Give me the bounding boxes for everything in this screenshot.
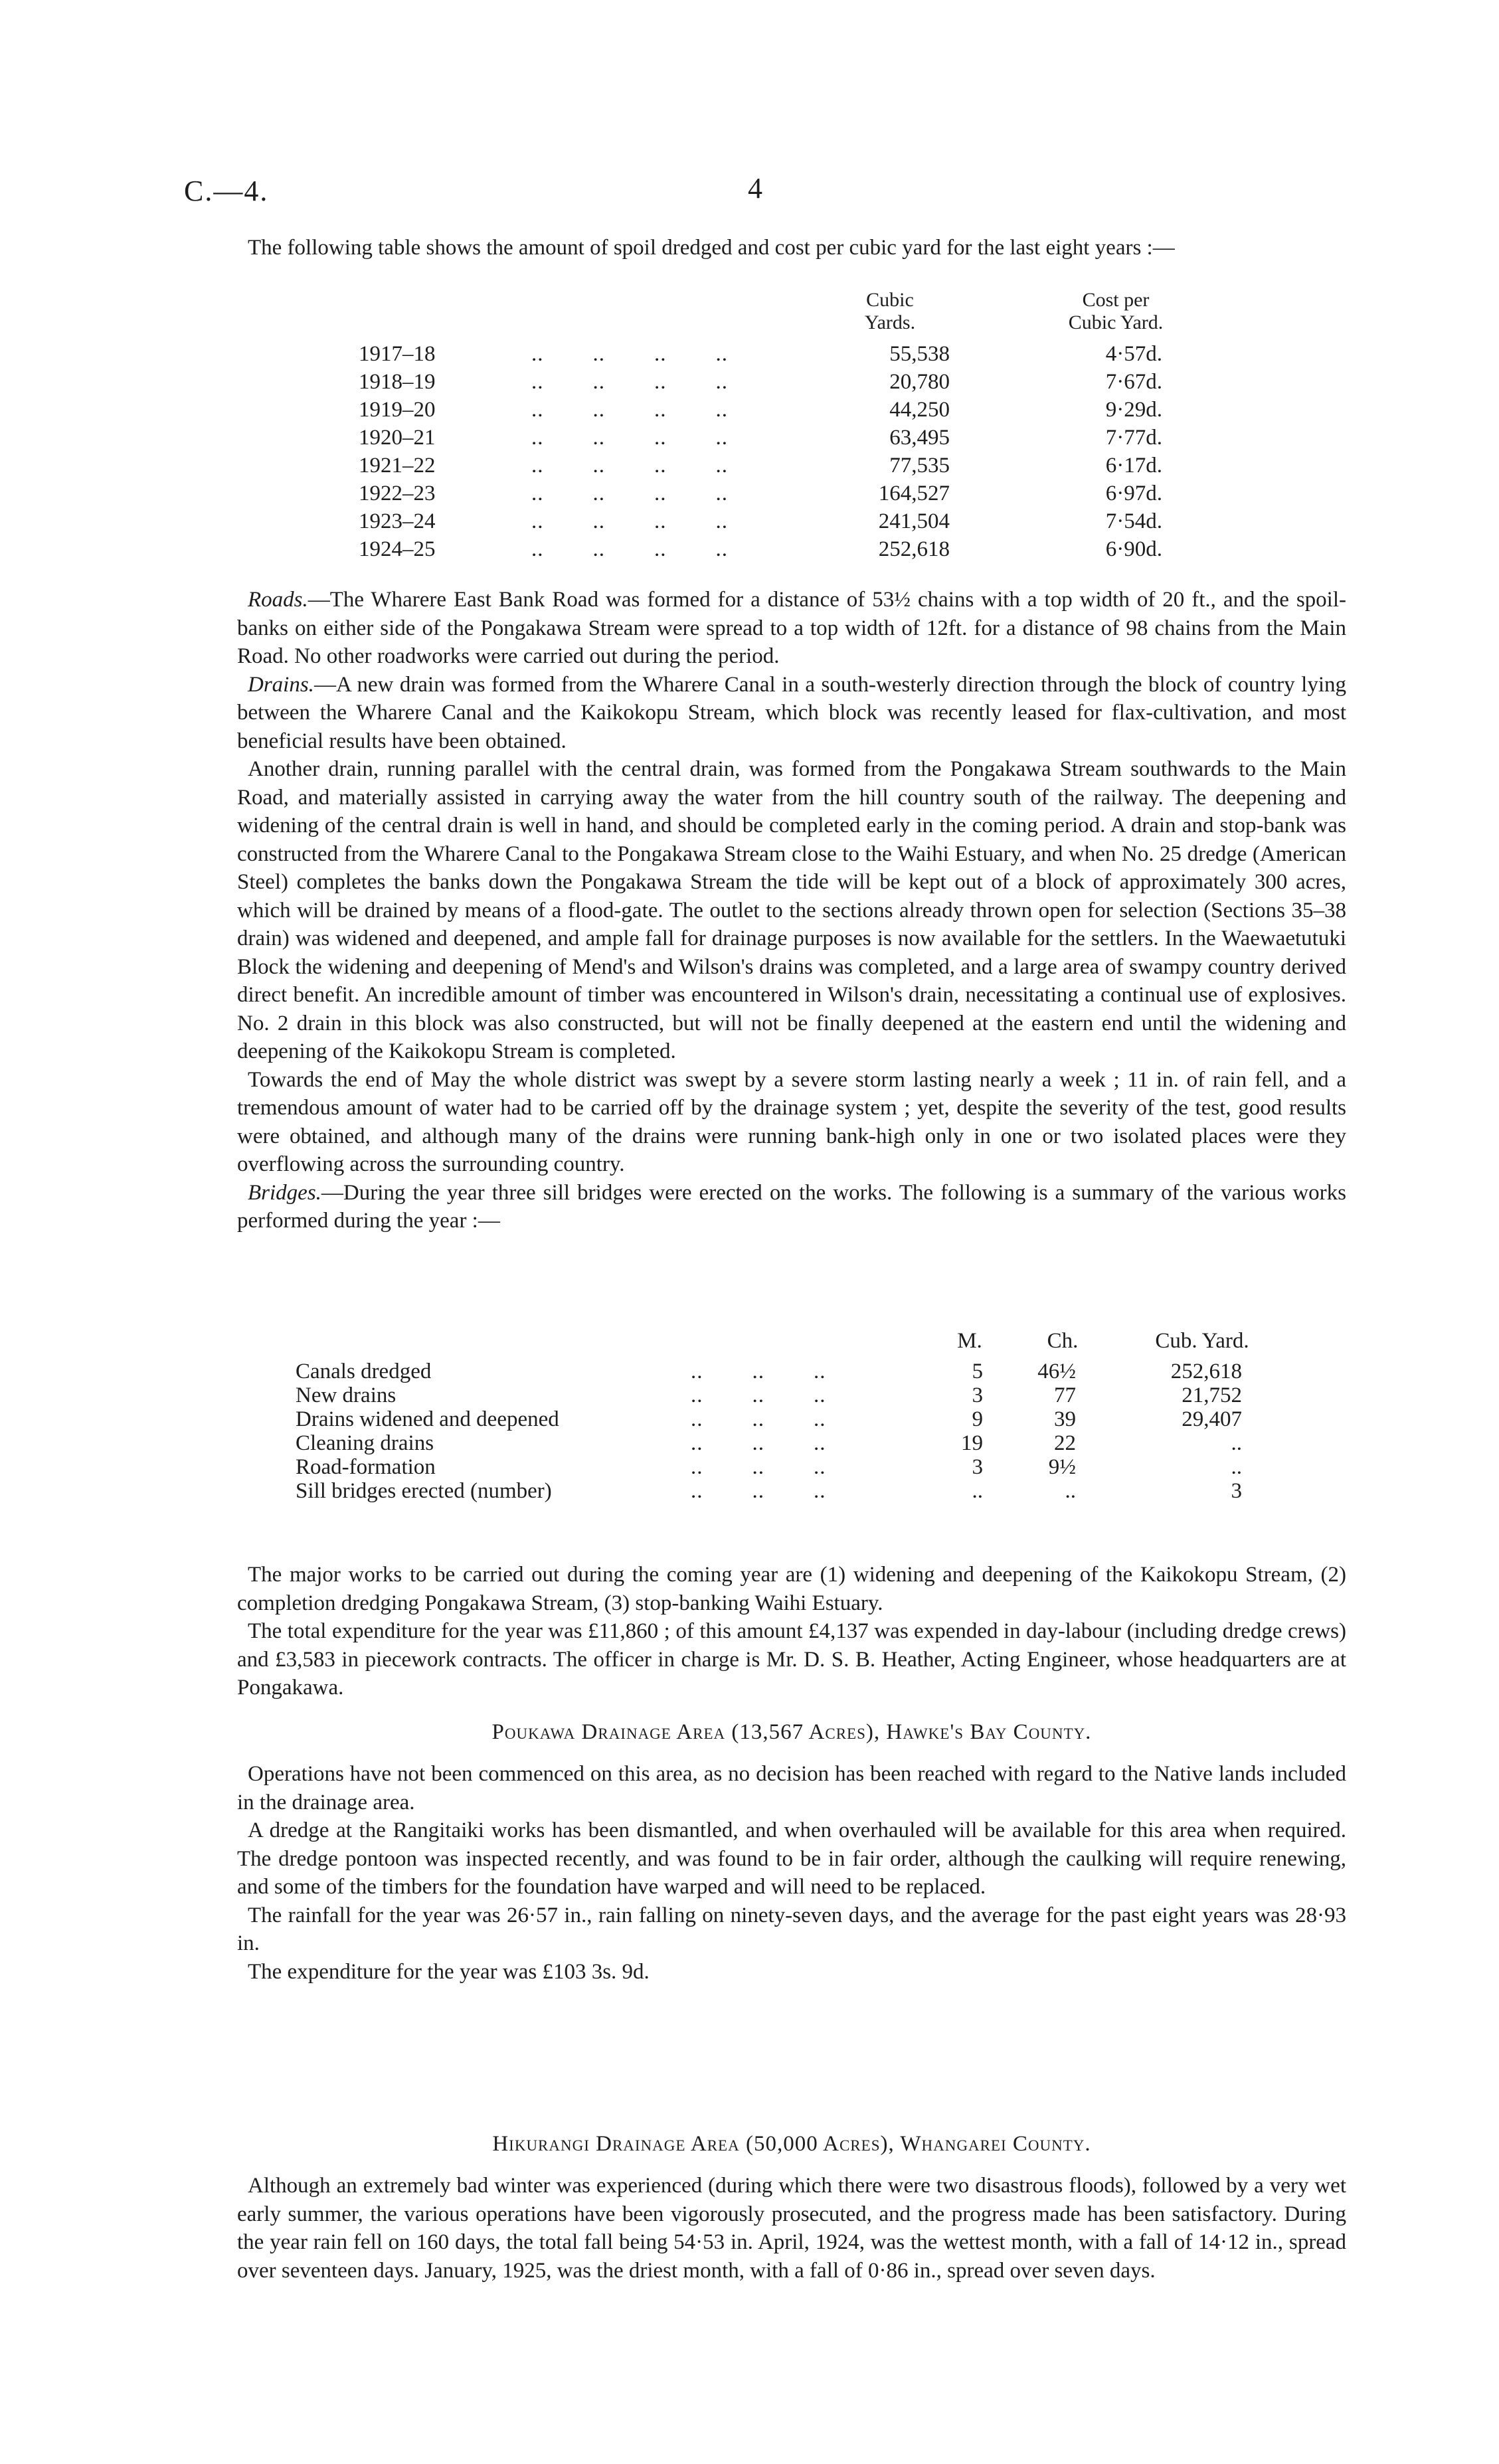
works-miles: 9 [972, 1407, 983, 1431]
works-head-yd [1142, 1327, 1262, 1355]
works-yards: .. [1231, 1455, 1242, 1479]
expenditure-paragraph: The total expenditure for the year was £11,860 ; of this amount £4,137 was expended in day-labour (including dredge crews) and £3,583 in piecework contracts. The officer in charge is Mr. D. S. B. Heather, Acting Engineer, whose headquarters are at Pongakawa. [237, 1619, 1346, 1700]
spoil-year: 1921–22 [359, 454, 436, 478]
works-miles: 5 [972, 1360, 983, 1383]
poukawa-p1: Operations have not been commenced on this area, as no decision has been reached with regard to the Native lands included in the drainage area. [237, 1762, 1346, 1814]
bridges-text: —During the year three sill bridges were erected on the works. The following is a summary of the various works performed during the year :— [237, 1180, 1346, 1233]
drains-label: Drains. [248, 672, 314, 697]
leader-dots: .. .. .. .. [531, 398, 728, 422]
leader-dots: .. .. .. [691, 1431, 826, 1455]
section-code: C.—4. [184, 175, 269, 207]
spoil-year: 1922–23 [359, 482, 436, 505]
bridges-label: Bridges. [248, 1180, 321, 1205]
spoil-yards: 44,250 [889, 398, 950, 422]
works-label: Road-formation [296, 1455, 436, 1479]
spoil-cost: 7·54d. [1105, 509, 1162, 533]
poukawa-p4: The expenditure for the year was £103 3s. 9d. [248, 1959, 650, 1984]
spoil-yards: 164,527 [878, 482, 950, 505]
col-head-line: Cubic [866, 289, 914, 311]
works-chains: .. [1065, 1479, 1076, 1503]
major-works-paragraph: The major works to be carried out during the coming year are (1) widening and deepening of the Kaikokopu Stream, (2) completion dredging Pongakawa Stream, (3) stop-banking Waihi Estuary. [237, 1563, 1346, 1615]
poukawa-p2: A dredge at the Rangitaiki works has been dismantled, and when overhauled will be available for this area when required. The dredge pontoon was inspected recently, and was found to be in fair order, although the caulking will require renewing, and some of the timbers for the foundation have warped and will need to be replaced. [237, 1818, 1346, 1899]
works-head-m [943, 1327, 996, 1355]
spoil-cost: 6·17d. [1105, 454, 1162, 478]
works-yards: 3 [1231, 1479, 1242, 1503]
spoil-cost: 9·29d. [1105, 398, 1162, 422]
leader-dots: .. .. .. .. [531, 370, 728, 394]
drains-paragraph [237, 671, 1346, 756]
leader-dots: .. .. .. .. [531, 342, 728, 366]
works-miles: 19 [961, 1431, 983, 1455]
works-label: New drains [296, 1383, 397, 1407]
spoil-year: 1923–24 [359, 509, 436, 533]
spoil-year: 1917–18 [359, 342, 436, 366]
works-label: Cleaning drains [296, 1431, 434, 1455]
roads-label: Roads. [248, 588, 308, 612]
works-chains: 39 [1054, 1407, 1076, 1431]
hikurangi-p1: Although an extremely bad winter was experienced (during which there were two disastrous floods), followed by a very wet early summer, the various operations have been vigorously prosecuted, and the progress made has been satisfactory. During the year rain fell on 160 days, the total fall being 54·53 in. April, 1924, was the wettest month, with a fall of 14·12 in., spread over seventeen days. January, 1925, was the driest month, with a fall of 0·86 in., spread over seven days. [237, 2174, 1346, 2283]
leader-dots: .. .. .. .. [531, 537, 728, 561]
bridges-paragraph [237, 1179, 1346, 1235]
leader-dots: .. .. .. [691, 1407, 826, 1431]
works-label: Sill bridges erected (number) [296, 1479, 552, 1503]
hikurangi-block [237, 2172, 1346, 2285]
another-drain-paragraph: Another drain, running parallel with the central drain, was formed from the Pongakawa Stream southwards to the Main Road, and materially assisted in carrying away the water from the hill country south of the railway. The deepening and widening of the central drain is well in hand, and should be completed early in the coming period. A drain and stop-bank was constructed from the Wharere Canal to the Pongakawa Stream close to the Waihi Estuary, and when No. 25 dredge (American Steel) completes the banks down the Pongakawa Stream the tide will be kept out of a block of approximately 300 acres, which will be drained by means of a flood-gate. The outlet to the sections already thrown open for selection (Sections 35–38 drain) was widened and deepened, and ample fall for drainage purposes is now available for the settlers. In the Waewaetutuki Block the widening and deepening of Mend's and Wilson's drains was completed, and a large area of swampy country derived direct benefit. An incredible amount of timber was encountered in Wilson's drain, necessitating a continual use of explosives. No. 2 drain in this block was also constructed, but will not be finally deepened at the eastern end until the widening and deepening of the Kaikokopu Stream is completed. [237, 757, 1346, 1063]
spoil-intro: The following table shows the amount of spoil dredged and cost per cubic yard for the last eight years :— [248, 236, 1175, 260]
poukawa-heading: Poukawa Drainage Area (13,567 Acres), Hawke's Bay County. [491, 1720, 1092, 1744]
col-head-line: Cubic Yard. [1068, 311, 1164, 333]
drains-text: —A new drain was formed from the Wharere Canal in a south-westerly direction through the block of country lying between the Wharere Canal and the Kaikokopu Stream, which block was recently leased for flax-cultivation, and most beneficial results have been obtained. [237, 672, 1346, 753]
spoil-year: 1918–19 [359, 370, 436, 394]
poukawa-block [237, 1760, 1346, 1986]
works-head-ch [1036, 1327, 1089, 1355]
leader-dots: .. .. .. [691, 1455, 826, 1479]
works-chains: 46½ [1037, 1360, 1076, 1383]
spoil-intro-block [237, 234, 1346, 262]
hikurangi-heading: Hikurangi Drainage Area (50,000 Acres), Whangarei County. [492, 2132, 1091, 2156]
roads-text: —The Wharere East Bank Road was formed for a distance of 53½ chains with a top width of 20 ft., and the spoil-banks on either side of the Pongakawa Stream were spread to a top width of 12ft. for a distance of 98 chains from the Main Road. No other roadworks were carried out during the period. [237, 588, 1346, 668]
works-yards: 252,618 [1170, 1360, 1242, 1383]
works-miles: 3 [972, 1383, 983, 1407]
header-text: M. [957, 1329, 982, 1353]
works-label: Canals dredged [296, 1360, 432, 1383]
roads-drains-block [237, 586, 1346, 1235]
spoil-cost: 7·67d. [1105, 370, 1162, 394]
leader-dots: .. .. .. .. [531, 482, 728, 505]
leader-dots: .. .. .. [691, 1479, 826, 1503]
spoil-yards: 63,495 [889, 426, 950, 450]
works-yards: .. [1231, 1431, 1242, 1455]
works-miles: .. [972, 1479, 983, 1503]
works-miles: 3 [972, 1455, 983, 1479]
leader-dots: .. .. .. .. [531, 454, 728, 478]
leader-dots: .. .. .. .. [531, 426, 728, 450]
leader-dots: .. .. .. [691, 1360, 826, 1383]
spoil-yards: 77,535 [889, 454, 950, 478]
spoil-year: 1920–21 [359, 426, 436, 450]
poukawa-p3: The rainfall for the year was 26·57 in., rain falling on ninety-seven days, and the average for the past eight years was 28·93 in. [237, 1903, 1346, 1955]
spoil-year: 1924–25 [359, 537, 436, 561]
storm-paragraph: Towards the end of May the whole district was swept by a severe storm lasting nearly a week ; 11 in. of rain fell, and a tremendous amount of water had to be carried off by the drainage system ; yet, despite the severity of the test, good results were obtained, and although many of the drains were running bank-high only in one or two isolated places were they overflowing across the surrounding country. [237, 1067, 1346, 1176]
works-label: Drains widened and deepened [296, 1407, 559, 1431]
spoil-yards: 55,538 [889, 342, 950, 366]
spoil-col-cost-head [1036, 289, 1195, 334]
spoil-yards: 252,618 [878, 537, 950, 561]
spoil-cost: 6·90d. [1105, 537, 1162, 561]
leader-dots: .. .. .. .. [531, 509, 728, 533]
spoil-yards: 241,504 [878, 509, 950, 533]
works-chains: 77 [1054, 1383, 1076, 1407]
spoil-year: 1919–20 [359, 398, 436, 422]
spoil-cost: 4·57d. [1105, 342, 1162, 366]
page-number: 4 [748, 172, 762, 205]
works-yards: 21,752 [1182, 1383, 1242, 1407]
header-text: Ch. [1047, 1329, 1079, 1353]
major-works-block [237, 1561, 1346, 1702]
col-head-line: Cost per [1082, 289, 1150, 311]
spoil-cost: 7·77d. [1105, 426, 1162, 450]
leader-dots: .. .. .. [691, 1383, 826, 1407]
header-text: Cub. Yard. [1155, 1329, 1249, 1353]
col-head-line: Yards. [864, 311, 916, 333]
works-yards: 29,407 [1182, 1407, 1242, 1431]
spoil-yards: 20,780 [889, 370, 950, 394]
spoil-cost: 6·97d. [1105, 482, 1162, 505]
spoil-col-yards-head [824, 289, 956, 334]
roads-paragraph [237, 586, 1346, 671]
works-chains: 9½ [1048, 1455, 1076, 1479]
works-chains: 22 [1054, 1431, 1076, 1455]
